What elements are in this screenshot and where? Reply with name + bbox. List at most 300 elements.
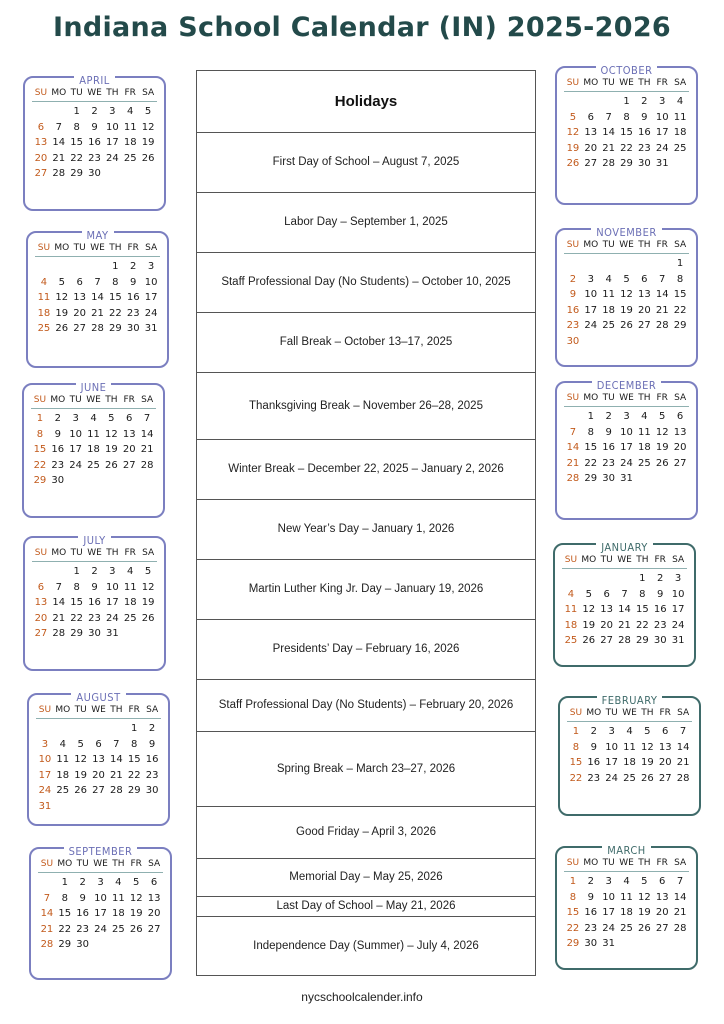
day-cell: 7 bbox=[43, 892, 51, 904]
day-cell: 4 bbox=[605, 273, 612, 285]
weekday-label: TU bbox=[73, 243, 86, 253]
day-cell bbox=[121, 166, 139, 182]
month-name: JUNE bbox=[76, 381, 112, 394]
day-cell: 8 bbox=[569, 891, 577, 903]
holiday-row: Thanksgiving Break – November 26–28, 2025 bbox=[197, 372, 535, 440]
day-cell: 19 bbox=[566, 142, 580, 154]
month-grid bbox=[567, 706, 692, 786]
weekday-label: TH bbox=[638, 240, 651, 250]
day-cell: 22 bbox=[70, 152, 84, 164]
week-row bbox=[32, 626, 157, 642]
day-cell: 2 bbox=[657, 573, 664, 584]
day-cell: 6 bbox=[37, 121, 45, 133]
weekday-label: TH bbox=[641, 708, 654, 718]
day-cell: 30 bbox=[126, 323, 140, 334]
day-cell: 7 bbox=[143, 413, 151, 424]
weekday-label: SA bbox=[142, 548, 155, 558]
day-cell: 21 bbox=[655, 304, 669, 316]
day-cell: 13 bbox=[638, 289, 651, 300]
day-cell: 5 bbox=[108, 413, 115, 424]
day-cell: 1 bbox=[73, 566, 80, 577]
day-cell: 2 bbox=[590, 726, 597, 737]
month-name: NOVEMBER bbox=[591, 226, 661, 239]
day-cell: 20 bbox=[673, 442, 687, 453]
day-cell: 11 bbox=[37, 292, 51, 303]
day-cell: 14 bbox=[566, 442, 580, 453]
day-cell: 7 bbox=[569, 426, 577, 438]
weekday-header bbox=[31, 393, 156, 409]
holiday-row: First Day of School – August 7, 2025 bbox=[197, 132, 535, 193]
day-cell: 20 bbox=[34, 152, 48, 164]
week-row bbox=[38, 922, 163, 938]
day-cell: 15 bbox=[673, 289, 687, 300]
day-cell: 23 bbox=[126, 307, 140, 319]
day-cell: 23 bbox=[88, 612, 101, 624]
day-cell: 23 bbox=[638, 142, 651, 154]
day-cell: 2 bbox=[79, 877, 86, 888]
day-cell: 29 bbox=[109, 323, 122, 334]
day-cell: 30 bbox=[638, 158, 651, 169]
day-cell bbox=[38, 875, 56, 891]
week-row bbox=[32, 151, 157, 167]
weekday-label: MO bbox=[54, 243, 70, 253]
day-cell bbox=[50, 564, 68, 580]
weekday-label: FR bbox=[656, 240, 668, 250]
day-cell: 29 bbox=[566, 938, 580, 949]
day-cell: 11 bbox=[620, 891, 633, 903]
day-cell bbox=[90, 799, 108, 815]
week-row bbox=[36, 721, 161, 737]
month-name: MAY bbox=[82, 229, 114, 242]
day-cell: 21 bbox=[618, 619, 631, 631]
day-cell: 2 bbox=[54, 413, 61, 424]
day-cell: 31 bbox=[38, 800, 52, 812]
week-row bbox=[35, 321, 160, 337]
month-grid bbox=[562, 553, 687, 649]
weekday-label: MO bbox=[51, 548, 67, 558]
day-cell bbox=[564, 256, 582, 272]
day-cell: 29 bbox=[70, 628, 84, 639]
day-cell: 15 bbox=[70, 597, 84, 608]
week-row bbox=[32, 135, 157, 151]
day-cell: 4 bbox=[567, 588, 575, 600]
weekday-label: FR bbox=[124, 88, 136, 98]
day-cell: 28 bbox=[140, 459, 154, 471]
month-calendar bbox=[555, 381, 698, 520]
day-cell: 5 bbox=[144, 106, 152, 117]
week-row bbox=[567, 740, 692, 756]
day-cell: 13 bbox=[73, 292, 87, 303]
weekday-label: SU bbox=[40, 859, 54, 869]
day-cell: 6 bbox=[587, 111, 594, 123]
day-cell: 16 bbox=[587, 757, 601, 768]
day-cell: 19 bbox=[55, 307, 69, 319]
day-cell: 31 bbox=[620, 473, 633, 484]
day-cell: 6 bbox=[95, 738, 102, 750]
day-cell: 30 bbox=[566, 335, 580, 347]
day-cell: 8 bbox=[623, 111, 630, 123]
day-cell bbox=[107, 721, 125, 737]
day-cell: 6 bbox=[150, 877, 158, 888]
day-cell: 1 bbox=[112, 261, 119, 272]
day-cell: 20 bbox=[147, 908, 161, 919]
day-cell: 21 bbox=[110, 769, 123, 781]
week-row bbox=[38, 891, 163, 907]
day-cell: 26 bbox=[641, 772, 654, 784]
month-calendar bbox=[29, 847, 172, 980]
day-cell bbox=[671, 156, 689, 172]
week-row bbox=[38, 937, 163, 953]
day-cell bbox=[616, 571, 634, 587]
day-cell: 28 bbox=[91, 323, 104, 334]
day-cell: 9 bbox=[587, 891, 594, 903]
week-row bbox=[32, 595, 157, 611]
holiday-row: Labor Day – September 1, 2025 bbox=[197, 192, 535, 253]
week-row bbox=[35, 290, 160, 306]
day-cell: 2 bbox=[130, 261, 137, 272]
month-grid bbox=[35, 241, 160, 337]
day-cell: 25 bbox=[564, 635, 578, 646]
day-cell bbox=[103, 166, 121, 182]
week-row bbox=[35, 275, 160, 291]
day-cell: 10 bbox=[584, 289, 598, 300]
day-cell: 2 bbox=[587, 876, 594, 887]
day-cell: 21 bbox=[52, 612, 66, 624]
day-cell: 30 bbox=[51, 475, 65, 486]
week-row bbox=[562, 618, 687, 634]
day-cell: 22 bbox=[566, 922, 580, 934]
day-cell bbox=[72, 721, 90, 737]
day-cell: 21 bbox=[40, 923, 54, 935]
day-cell: 4 bbox=[676, 96, 684, 107]
weekday-label: FR bbox=[656, 393, 668, 403]
day-cell: 4 bbox=[626, 726, 633, 737]
holiday-row: Spring Break – March 23–27, 2026 bbox=[197, 731, 535, 807]
day-cell: 6 bbox=[37, 581, 45, 593]
day-cell bbox=[600, 334, 618, 350]
day-cell: 15 bbox=[58, 908, 72, 919]
week-row bbox=[564, 425, 689, 441]
weekday-label: TH bbox=[638, 858, 651, 868]
week-row bbox=[564, 890, 689, 906]
day-cell: 25 bbox=[123, 152, 137, 164]
day-cell: 11 bbox=[623, 741, 636, 753]
day-cell: 24 bbox=[605, 772, 619, 784]
day-cell: 11 bbox=[112, 892, 125, 904]
day-cell: 15 bbox=[584, 442, 598, 453]
day-cell: 13 bbox=[92, 754, 105, 765]
weekday-label: MO bbox=[583, 858, 599, 868]
weekday-header bbox=[562, 553, 687, 569]
weekday-label: MO bbox=[583, 78, 599, 88]
day-cell: 29 bbox=[673, 320, 687, 331]
day-cell: 3 bbox=[109, 566, 116, 577]
weekday-label: SA bbox=[148, 859, 161, 869]
day-cell: 8 bbox=[587, 426, 594, 438]
week-row bbox=[564, 125, 689, 141]
day-cell: 27 bbox=[658, 772, 672, 784]
day-cell: 27 bbox=[73, 323, 87, 334]
day-cell: 27 bbox=[584, 158, 598, 169]
day-cell bbox=[107, 799, 125, 815]
day-cell: 12 bbox=[620, 289, 633, 300]
day-cell: 15 bbox=[33, 444, 47, 455]
weekday-label: WE bbox=[93, 859, 108, 869]
day-cell: 5 bbox=[569, 111, 577, 123]
weekday-label: SU bbox=[34, 548, 48, 558]
day-cell: 30 bbox=[653, 635, 667, 646]
day-cell: 20 bbox=[655, 907, 669, 918]
day-cell: 26 bbox=[55, 323, 69, 334]
day-cell: 7 bbox=[55, 121, 62, 133]
day-cell: 8 bbox=[572, 741, 580, 753]
day-cell bbox=[671, 471, 689, 487]
week-row bbox=[31, 473, 156, 489]
day-cell: 8 bbox=[639, 588, 646, 600]
week-row bbox=[38, 906, 163, 922]
day-cell: 2 bbox=[641, 96, 648, 107]
day-cell: 9 bbox=[641, 111, 648, 123]
weekday-label: FR bbox=[130, 859, 142, 869]
week-row bbox=[36, 737, 161, 753]
day-cell: 5 bbox=[659, 411, 666, 422]
day-cell: 24 bbox=[69, 459, 83, 471]
weekday-label: MO bbox=[586, 708, 602, 718]
day-cell: 12 bbox=[641, 741, 654, 753]
weekday-label: FR bbox=[654, 555, 666, 565]
day-cell: 29 bbox=[127, 785, 141, 796]
day-cell: 13 bbox=[122, 428, 136, 440]
weekday-label: SA bbox=[674, 240, 687, 250]
week-row bbox=[32, 611, 157, 627]
day-cell: 14 bbox=[52, 597, 66, 608]
day-cell: 15 bbox=[109, 292, 122, 303]
weekday-label: SU bbox=[38, 705, 52, 715]
day-cell: 9 bbox=[91, 121, 98, 133]
weekday-label: TU bbox=[70, 88, 83, 98]
weekday-label: FR bbox=[128, 705, 140, 715]
day-cell: 17 bbox=[602, 907, 616, 918]
day-cell: 22 bbox=[673, 304, 687, 316]
weekday-label: SA bbox=[674, 393, 687, 403]
month-name: DECEMBER bbox=[592, 379, 662, 392]
weekday-label: WE bbox=[619, 240, 634, 250]
day-cell: 4 bbox=[59, 738, 66, 750]
day-cell: 16 bbox=[145, 754, 159, 765]
day-cell: 2 bbox=[605, 411, 612, 422]
weekday-label: SU bbox=[569, 708, 583, 718]
day-cell: 9 bbox=[569, 289, 577, 300]
day-cell: 21 bbox=[673, 907, 687, 918]
day-cell: 14 bbox=[602, 127, 616, 138]
week-row bbox=[32, 166, 157, 182]
day-cell: 8 bbox=[61, 892, 68, 904]
day-cell bbox=[102, 473, 120, 489]
day-cell: 10 bbox=[106, 581, 119, 593]
day-cell: 1 bbox=[572, 726, 580, 737]
day-cell: 26 bbox=[655, 457, 669, 469]
day-cell: 3 bbox=[147, 261, 155, 272]
day-cell: 7 bbox=[605, 111, 612, 123]
day-cell: 18 bbox=[87, 444, 100, 455]
day-cell: 30 bbox=[88, 168, 101, 179]
day-cell: 23 bbox=[602, 457, 616, 469]
weekday-label: TH bbox=[110, 705, 123, 715]
weekday-label: SA bbox=[674, 78, 687, 88]
day-cell: 28 bbox=[52, 168, 66, 179]
month-grid bbox=[31, 393, 156, 489]
weekday-label: TU bbox=[602, 78, 615, 88]
day-cell: 27 bbox=[34, 628, 48, 639]
day-cell: 1 bbox=[639, 573, 646, 584]
day-cell: 6 bbox=[659, 876, 666, 887]
day-cell bbox=[36, 721, 54, 737]
day-cell: 2 bbox=[91, 106, 98, 117]
week-row bbox=[564, 94, 689, 110]
holidays-header: Holidays bbox=[197, 71, 535, 133]
day-cell: 9 bbox=[605, 426, 612, 438]
day-cell: 27 bbox=[34, 168, 48, 179]
day-cell: 26 bbox=[620, 320, 633, 331]
weekday-label: TU bbox=[600, 555, 613, 565]
day-cell: 26 bbox=[74, 785, 88, 796]
weekday-label: FR bbox=[124, 548, 136, 558]
day-cell: 8 bbox=[73, 121, 80, 133]
day-cell bbox=[562, 571, 580, 587]
day-cell: 10 bbox=[144, 276, 158, 288]
day-cell: 24 bbox=[671, 619, 685, 631]
day-cell: 18 bbox=[123, 597, 137, 608]
day-cell: 8 bbox=[131, 738, 138, 750]
day-cell: 26 bbox=[638, 922, 651, 934]
day-cell: 16 bbox=[638, 127, 651, 138]
weekday-label: TU bbox=[76, 859, 89, 869]
week-row bbox=[564, 303, 689, 319]
day-cell: 7 bbox=[659, 273, 666, 285]
day-cell: 24 bbox=[620, 457, 633, 469]
week-row bbox=[562, 602, 687, 618]
day-cell: 13 bbox=[673, 426, 687, 438]
weekday-label: FR bbox=[127, 243, 139, 253]
day-cell: 3 bbox=[109, 106, 116, 117]
week-row bbox=[567, 771, 692, 787]
weekday-header bbox=[567, 706, 692, 722]
day-cell: 22 bbox=[58, 923, 72, 935]
day-cell: 25 bbox=[623, 772, 636, 784]
day-cell: 3 bbox=[623, 411, 630, 422]
week-row bbox=[564, 287, 689, 303]
day-cell: 18 bbox=[673, 127, 687, 138]
day-cell: 11 bbox=[87, 428, 100, 440]
day-cell: 12 bbox=[141, 581, 155, 593]
day-cell bbox=[600, 94, 618, 110]
day-cell bbox=[618, 256, 636, 272]
day-cell bbox=[564, 409, 582, 425]
day-cell: 25 bbox=[56, 785, 70, 796]
week-row bbox=[31, 411, 156, 427]
month-grid bbox=[564, 391, 689, 487]
weekday-header bbox=[564, 238, 689, 254]
day-cell bbox=[635, 334, 653, 350]
month-name: SEPTEMBER bbox=[64, 845, 138, 858]
day-cell bbox=[67, 473, 85, 489]
holiday-row: Memorial Day – May 25, 2026 bbox=[197, 858, 535, 897]
day-cell: 23 bbox=[145, 769, 159, 781]
week-row bbox=[564, 921, 689, 937]
day-cell: 28 bbox=[602, 158, 616, 169]
day-cell: 5 bbox=[623, 273, 630, 285]
day-cell: 18 bbox=[602, 304, 616, 316]
day-cell: 11 bbox=[123, 581, 137, 593]
weekday-label: TH bbox=[106, 88, 119, 98]
day-cell: 18 bbox=[123, 137, 137, 148]
month-grid bbox=[32, 86, 157, 182]
weekday-label: FR bbox=[123, 395, 135, 405]
day-cell: 11 bbox=[56, 754, 70, 765]
day-cell: 29 bbox=[33, 475, 47, 486]
holiday-row: Staff Professional Day (No Students) – October 10, 2025 bbox=[197, 252, 535, 313]
day-cell: 15 bbox=[566, 907, 580, 918]
day-cell: 18 bbox=[620, 907, 633, 918]
day-cell: 7 bbox=[676, 876, 684, 887]
day-cell: 24 bbox=[584, 320, 598, 331]
day-cell: 24 bbox=[655, 142, 669, 154]
day-cell: 15 bbox=[127, 754, 141, 765]
week-row bbox=[35, 306, 160, 322]
day-cell: 23 bbox=[566, 320, 580, 331]
day-cell: 7 bbox=[621, 588, 628, 600]
weekday-label: SU bbox=[33, 395, 47, 405]
week-row bbox=[564, 334, 689, 350]
day-cell: 24 bbox=[106, 152, 119, 164]
weekday-label: TU bbox=[602, 858, 615, 868]
day-cell: 18 bbox=[112, 908, 125, 919]
day-cell: 2 bbox=[569, 273, 577, 285]
day-cell: 1 bbox=[623, 96, 630, 107]
day-cell: 9 bbox=[79, 892, 86, 904]
day-cell: 6 bbox=[603, 588, 610, 600]
month-grid bbox=[32, 546, 157, 642]
month-calendar bbox=[555, 846, 698, 970]
month-name: MARCH bbox=[602, 844, 651, 857]
day-cell: 9 bbox=[91, 581, 98, 593]
day-cell: 25 bbox=[620, 922, 633, 934]
day-cell bbox=[121, 626, 139, 642]
day-cell bbox=[90, 721, 108, 737]
day-cell: 28 bbox=[110, 785, 123, 796]
day-cell: 17 bbox=[106, 137, 119, 148]
weekday-header bbox=[564, 856, 689, 872]
day-cell: 27 bbox=[655, 922, 669, 934]
month-grid bbox=[564, 238, 689, 349]
holiday-row: Independence Day (Summer) – July 4, 2026 bbox=[253, 940, 479, 952]
week-row bbox=[562, 587, 687, 603]
day-cell: 10 bbox=[605, 741, 619, 753]
weekday-label: TH bbox=[105, 395, 118, 405]
day-cell: 18 bbox=[37, 307, 51, 319]
day-cell: 28 bbox=[566, 473, 580, 484]
day-cell: 15 bbox=[70, 137, 84, 148]
week-row bbox=[564, 874, 689, 890]
day-cell bbox=[564, 94, 582, 110]
day-cell: 4 bbox=[641, 411, 648, 422]
week-row bbox=[564, 110, 689, 126]
day-cell: 11 bbox=[638, 426, 651, 438]
day-cell: 26 bbox=[566, 158, 580, 169]
day-cell: 13 bbox=[147, 892, 161, 904]
footer-website: nycschoolcalender.info bbox=[301, 990, 423, 1004]
day-cell: 27 bbox=[600, 635, 614, 646]
